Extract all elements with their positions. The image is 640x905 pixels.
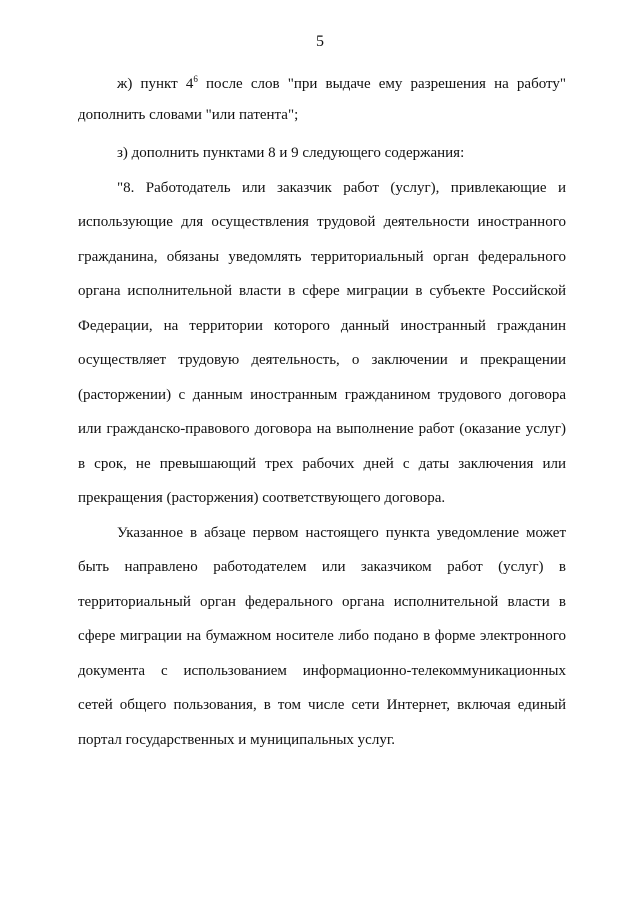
paragraph-8-line-3: гражданина, обязаны уведомлять территориальный орган федерального <box>78 249 566 265</box>
paragraph-notice-line-7: портал государственных и муниципальных услуг. <box>78 732 396 748</box>
paragraph-z-line: з) дополнить пунктами 8 и 9 следующего содержания: <box>117 145 465 161</box>
paragraph-8-line-7: (расторжении) с данным иностранным гражданином трудового договора <box>78 387 566 403</box>
paragraph-zh-line-1 <box>117 74 566 94</box>
paragraph-notice-line-3: территориальный орган федерального органа исполнительной власти в <box>78 594 566 610</box>
paragraph-8-line-1: "8. Работодатель или заказчик работ (услуг), привлекающие и <box>117 180 566 196</box>
paragraph-notice-line-1: Указанное в абзаце первом настоящего пункта уведомление может <box>117 525 566 541</box>
paragraph-8-line-8: или гражданско-правового договора на выполнение работ (оказание услуг) <box>78 421 566 437</box>
paragraph-zh-line-2: дополнить словами "или патента"; <box>78 107 299 123</box>
paragraph-8-line-9: в срок, не превышающий трех рабочих дней с даты заключения или <box>78 456 566 472</box>
paragraph-notice-line-5: документа с использованием информационно-телекоммуникационных <box>78 663 566 679</box>
paragraph-8-line-6: осуществляет трудовую деятельность, о заключении и прекращении <box>78 352 566 368</box>
paragraph-notice-line-2: быть направлено работодателем или заказчиком работ (услуг) в <box>78 559 566 575</box>
paragraph-notice-line-6: сетей общего пользования, в том числе сети Интернет, включая единый <box>78 697 566 713</box>
paragraph-8-line-10: прекращения (расторжения) соответствующего договора. <box>78 490 446 506</box>
paragraph-8-line-5: Федерации, на территории которого данный иностранный гражданин <box>78 318 566 334</box>
paragraph-8-line-4: органа исполнительной власти в сфере миграции в субъекте Российской <box>78 283 566 299</box>
paragraph-zh-after-sup: после слов <box>197 76 288 92</box>
paragraph-8-line-2: использующие для осуществления трудовой деятельности иностранного <box>78 214 566 230</box>
page-number: 5 <box>316 33 324 50</box>
paragraph-notice-line-4: сфере миграции на бумажном носителе либо подано в форме электронного <box>78 628 566 644</box>
paragraph-zh-superscript: 6 <box>193 74 198 84</box>
paragraph-zh-quote: "при выдаче ему разрешения на работу" <box>287 76 566 92</box>
paragraph-zh-prefix: ж) пункт 4 <box>117 76 194 92</box>
